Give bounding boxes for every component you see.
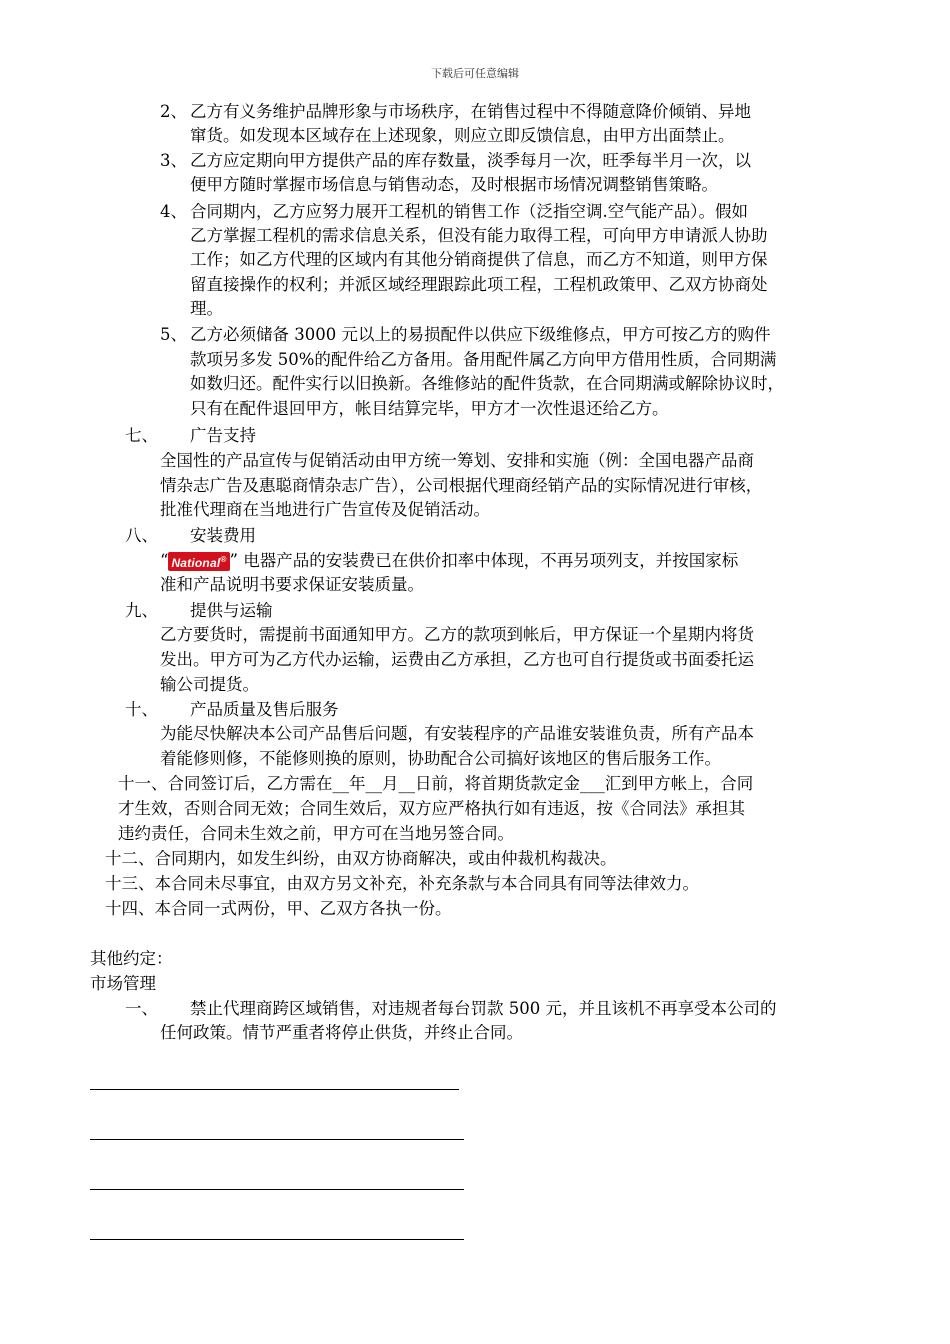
section-9-line-2: 发出。甲方可为乙方代办运输，运费由乙方承担，乙方也可自行提货或书面委托运	[160, 650, 754, 669]
item-3-number: 3、	[160, 151, 187, 170]
section-8-line-1-text: 电器产品的安装费已在供价扣率中体现，不再另项列支，并按国家标	[243, 551, 739, 570]
other-item-number: 一、	[125, 999, 158, 1018]
clause-13: 十三、本合同未尽事宜，由双方另文补充，补充条款与本合同具有同等法律效力。	[105, 874, 699, 893]
item-3-line-1: 乙方应定期向甲方提供产品的库存数量，淡季每月一次，旺季每半月一次，以	[190, 151, 751, 170]
item-2-line-1: 乙方有义务维护品牌形象与市场秩序，在销售过程中不得随意降价倾销、异地	[190, 102, 751, 121]
other-item-line-1: 禁止代理商跨区域销售，对违规者每台罚款 500 元，并且该机不再享受本公司的	[190, 999, 777, 1018]
section-9-line-3: 输公司提货。	[160, 675, 259, 694]
national-logo-text: National	[171, 555, 221, 570]
section-7-number: 七、	[125, 426, 158, 445]
signature-line-1	[90, 1089, 459, 1090]
section-7-title: 广告支持	[190, 426, 256, 445]
section-9-line-1: 乙方要货时，需提前书面通知甲方。乙方的款项到帐后，甲方保证一个星期内将货	[160, 625, 754, 644]
section-7-line-1: 全国性的产品宣传与促销活动由甲方统一筹划、安排和实施（例：全国电器产品商	[160, 451, 754, 470]
item-5-line-4: 只有在配件退回甲方，帐目结算完毕，甲方才一次性退还给乙方。	[190, 399, 669, 418]
clause-12: 十二、合同期内，如发生纠纷，由双方协商解决，或由仲裁机构裁决。	[105, 849, 617, 868]
section-9-number: 九、	[125, 601, 158, 620]
item-4-line-4: 留直接操作的权利；并派区域经理跟踪此项工程，工程机政策甲、乙双方协商处	[190, 275, 768, 294]
national-logo	[168, 550, 229, 574]
section-8-line-2: 准和产品说明书要求保证安装质量。	[160, 575, 424, 594]
item-4-line-3: 工作；如乙方代理的区域内有其他分销商提供了信息，而乙方不知道，则甲方保	[190, 250, 768, 269]
section-7-line-2: 情杂志广告及惠聪商情杂志广告），公司根据代理商经销产品的实际情况进行审核，	[160, 476, 763, 495]
section-10-line-1: 为能尽快解决本公司产品售后问题，有安装程序的产品谁安装谁负责，所有产品本	[160, 724, 754, 743]
item-4-line-2: 乙方掌握工程机的需求信息关系，但没有能力取得工程，可向甲方申请派人协助	[190, 226, 768, 245]
section-8-title: 安装费用	[190, 526, 256, 545]
clause-11-line-2: 才生效，否则合同无效；合同生效后，双方应严格执行如有违返，按《合同法》承担其	[118, 799, 745, 818]
item-5-line-2: 款项另多发 50%的配件给乙方备用。备用配件属乙方向甲方借用性质，合同期满	[190, 350, 777, 369]
item-3-line-2: 便甲方随时掌握市场信息与销售动态，及时根据市场情况调整销售策略。	[190, 175, 718, 194]
item-5-line-1: 乙方必须储备 3000 元以上的易损配件以供应下级维修点，甲方可按乙方的购件	[190, 325, 771, 344]
section-7-line-3: 批准代理商在当地进行广告宣传及促销活动。	[160, 500, 490, 519]
registered-mark: ®	[220, 554, 227, 564]
item-5-line-3: 如数归还。配件实行以旧换新。各维修站的配件货款，在合同期满或解除协议时，	[190, 374, 784, 393]
other-subheading: 市场管理	[90, 974, 156, 993]
quote-close: ”	[229, 551, 238, 570]
section-8-number: 八、	[125, 526, 158, 545]
other-item-line-2: 任何政策。情节严重者将停止供货，并终止合同。	[160, 1023, 523, 1042]
item-2-line-2: 窜货。如发现本区域存在上述现象，则应立即反馈信息，由甲方出面禁止。	[190, 126, 735, 145]
clause-11-line-1: 十一、合同签订后，乙方需在__年__月__日前，将首期货款定金___汇到甲方帐上，合同	[118, 774, 754, 793]
other-heading: 其他约定：	[90, 949, 173, 968]
signature-line-2	[90, 1139, 464, 1140]
clause-11-line-3: 违约责任，合同未生效之前，甲方可在当地另签合同。	[118, 824, 514, 843]
signature-line-3	[90, 1189, 464, 1190]
signature-line-4	[90, 1239, 464, 1240]
clause-14: 十四、本合同一式两份，甲、乙双方各执一份。	[105, 899, 452, 918]
item-5-number: 5、	[160, 325, 187, 344]
section-10-number: 十、	[125, 700, 158, 719]
section-10-title: 产品质量及售后服务	[190, 700, 339, 719]
item-4-line-5: 理。	[190, 299, 223, 318]
section-8-line-1	[160, 549, 738, 574]
quote-open: “	[160, 551, 169, 570]
item-2-number: 2、	[160, 102, 187, 121]
page-header: 下载后可任意编辑	[431, 67, 519, 80]
section-9-title: 提供与运输	[190, 601, 273, 620]
section-10-line-2: 着能修则修，不能修则换的原则，协助配合公司搞好该地区的售后服务工作。	[160, 749, 721, 768]
item-4-number: 4、	[160, 202, 187, 221]
item-4-line-1: 合同期内，乙方应努力展开工程机的销售工作（泛指空调.空气能产品）。假如	[190, 202, 748, 221]
